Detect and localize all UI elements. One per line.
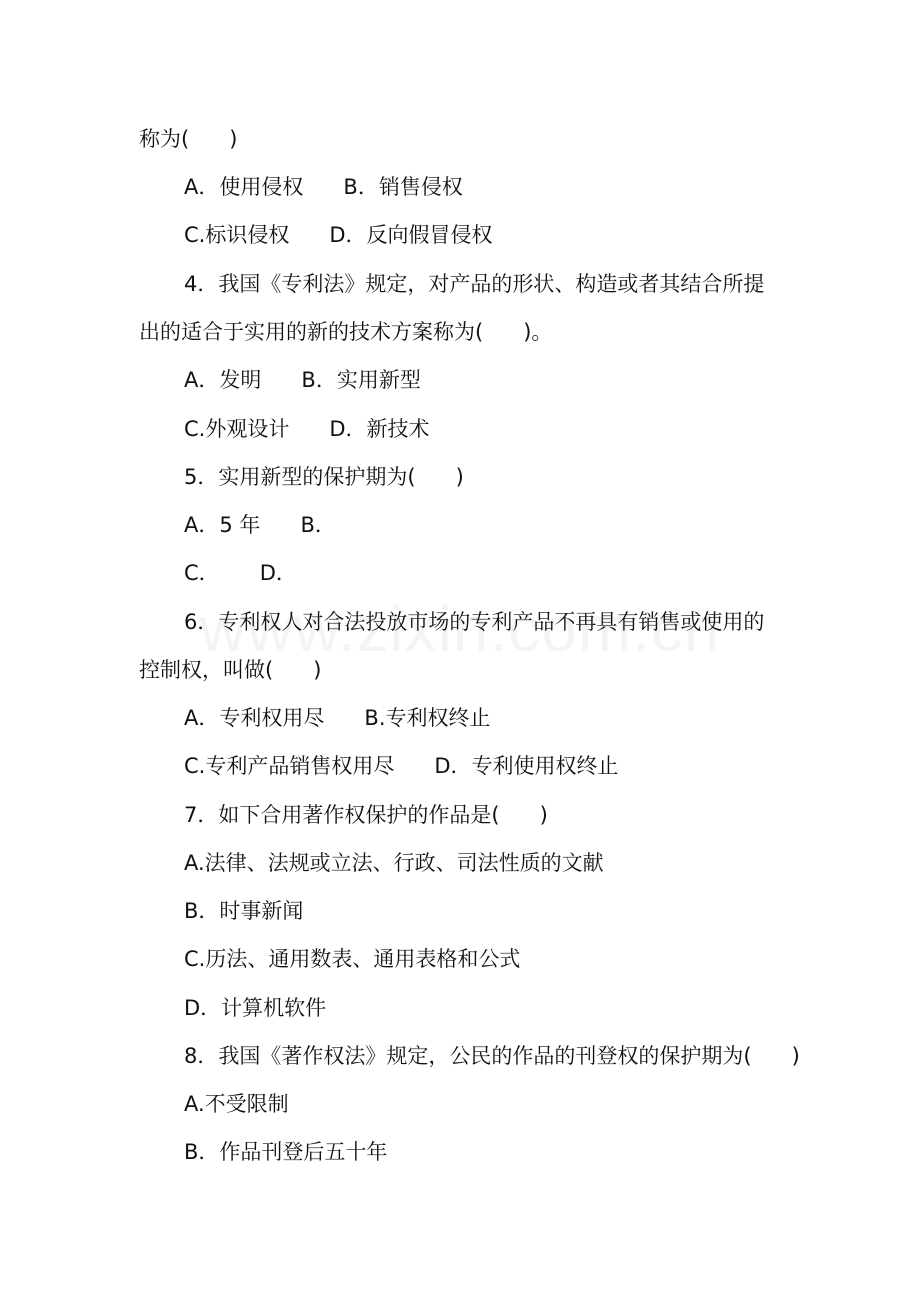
question-7-option-c: C.历法、通用数表、通用表格和公式: [184, 947, 521, 971]
question-3-options-ab: A．使用侵权 B．销售侵权: [184, 175, 463, 199]
question-5-options-ab: A．5 年 B．: [184, 513, 336, 537]
question-4-options-ab: A．发明 B．实用新型: [184, 368, 421, 392]
question-6-options-ab: A．专利权用尽 B.专利权终止: [184, 706, 491, 730]
question-7-option-d: D．计算机软件: [184, 996, 327, 1020]
question-4-stem-cont: 出的适合于实用的新的技术方案称为( )。: [139, 320, 553, 344]
question-6-stem: 6．专利权人对合法投放市场的专利产品不再具有销售或使用的: [184, 610, 765, 634]
question-5-options-cd: C． D．: [184, 561, 297, 585]
question-3-options-cd: C.标识侵权 D．反向假冒侵权: [184, 223, 493, 247]
question-6-stem-cont: 控制权，叫做( ): [139, 658, 322, 682]
question-4-stem: 4．我国《专利法》规定，对产品的形状、构造或者其结合所提: [184, 272, 765, 296]
question-7-option-a: A.法律、法规或立法、行政、司法性质的文献: [184, 851, 604, 875]
question-3-stem-end: 称为( ): [139, 127, 238, 151]
question-7-stem: 7．如下合用著作权保护的作品是( ): [184, 803, 548, 827]
question-6-options-cd: C.专利产品销售权用尽 D．专利使用权终止: [184, 754, 619, 778]
question-8-option-a: A.不受限制: [184, 1092, 289, 1116]
question-7-option-b: B．时事新闻: [184, 899, 304, 923]
question-5-stem: 5．实用新型的保护期为( ): [184, 465, 464, 489]
question-4-options-cd: C.外观设计 D．新技术: [184, 417, 430, 441]
question-8-stem: 8．我国《著作权法》规定，公民的作品的刊登权的保护期为( ): [184, 1044, 800, 1068]
question-8-option-b: B．作品刊登后五十年: [184, 1140, 388, 1164]
